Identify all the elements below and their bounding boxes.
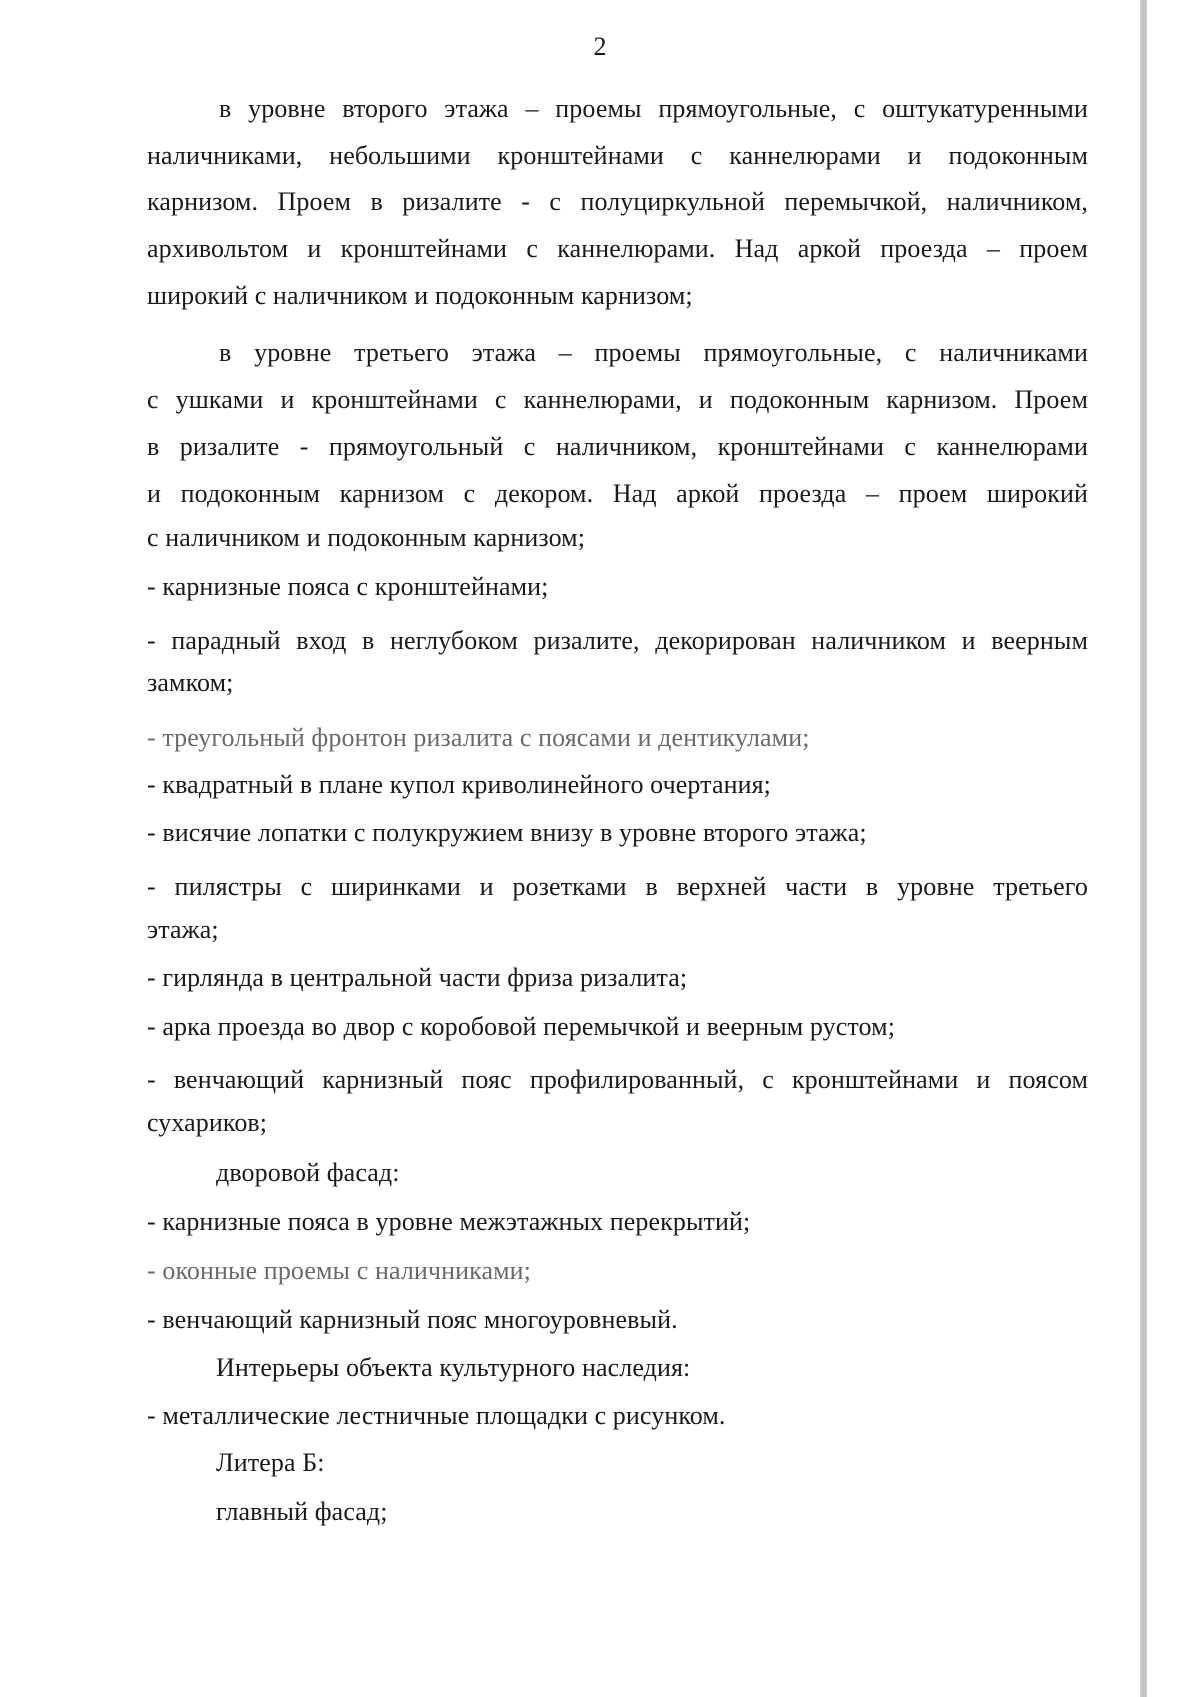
text-line: главный фасад; [216,1497,388,1526]
list-item: - парадный вход в неглубоком ризалите, декорирован наличником и веерным [147,626,1088,655]
text-line: широкий с наличником и подоконным карнизом; [147,281,693,310]
text-line: в уровне третьего этажа – проемы прямоугольные, с наличниками [219,338,1088,367]
scan-edge [1140,0,1147,1697]
list-item: - арка проезда во двор с коробовой перемычкой и веерным рустом; [147,1012,896,1041]
text-line: и подоконным карнизом с декором. Над аркой проезда – проем широкий [147,479,1088,508]
text-line: в ризалите - прямоугольный с наличником, кронштейнами с каннелюрами [147,432,1088,461]
list-item: - металлические лестничные площадки с рисунком. [147,1401,726,1430]
section-heading: Литера Б: [216,1448,325,1477]
text-line: архивольтом и кронштейнами с каннелюрами. Над аркой проезда – проем [147,234,1088,263]
list-item: - оконные проемы с наличниками; [147,1256,531,1285]
list-item: - венчающий карнизный пояс многоуровневый. [147,1305,678,1334]
text-line: с наличником и подоконным карнизом; [147,523,586,552]
text-line: сухариков; [147,1108,268,1137]
text-line: замком; [147,668,234,697]
text-line: в уровне второго этажа – проемы прямоугольные, с оштукатуренными [219,94,1088,123]
list-item: - гирлянда в центральной части фриза ризалита; [147,963,688,992]
list-item: - карнизные пояса с кронштейнами; [147,572,549,601]
list-item: - пилястры с ширинками и розетками в верхней части в уровне третьего [147,872,1088,901]
text-line: наличниками, небольшими кронштейнами с каннелюрами и подоконным [147,141,1088,170]
section-heading: дворовой фасад: [216,1158,400,1187]
list-item: - карнизные пояса в уровне межэтажных перекрытий; [147,1207,751,1236]
text-line: с ушками и кронштейнами с каннелюрами, и подоконным карнизом. Проем [147,385,1088,414]
list-item: - треугольный фронтон ризалита с поясами и дентикулами; [147,723,810,752]
page-number: 2 [593,32,607,61]
text-line: этажа; [147,915,219,944]
list-item: - висячие лопатки с полукружием внизу в уровне второго этажа; [147,818,867,847]
text-line: карнизом. Проем в ризалите - с полуциркульной перемычкой, наличником, [147,187,1088,216]
list-item: - венчающий карнизный пояс профилированный, с кронштейнами и поясом [147,1065,1088,1094]
list-item: - квадратный в плане купол криволинейного очертания; [147,770,772,799]
section-heading: Интерьеры объекта культурного наследия: [216,1353,691,1382]
